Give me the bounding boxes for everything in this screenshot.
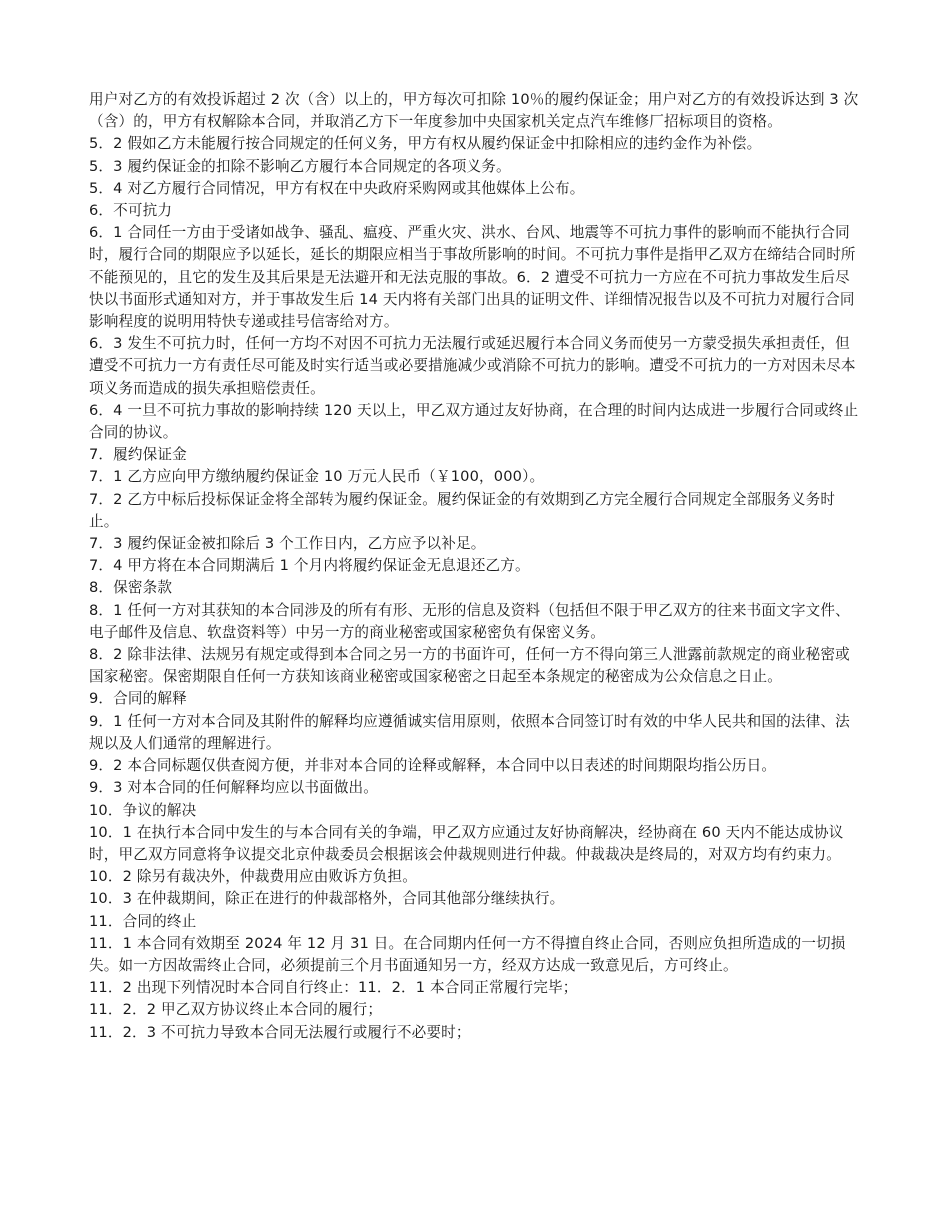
paragraph-10-2: 10．2 除另有裁决外，仲裁费用应由败诉方负担。 (89, 868, 417, 886)
paragraph-11-1: 11．1 本合同有效期至 2024 年 12 月 31 日。在合同期内任何一方不得擅自终止合同，否则应负担所造成的一切损失。如一方因故需终止合同，必须提前三个月书面通知另一方，经双方达成一致意见后，方可终止。 (89, 934, 846, 974)
paragraph-7-1: 7．1 乙方应向甲方缴纳履约保证金 10 万元人民币（￥100，000）。 (89, 468, 545, 486)
paragraph-10-1: 10．1 在执行本合同中发生的与本合同有关的争端，甲乙双方应通过友好协商解决，经协商在 60 天内不能达成协议时，甲乙双方同意将争议提交北京仲裁委员会根据该会仲裁规则进行仲裁。仲裁裁决是终局的，对双方均有约束力。 (89, 823, 844, 863)
paragraph-5-2: 5．2 假如乙方未能履行按合同规定的任何义务，甲方有权从履约保证金中扣除相应的违约金作为补偿。 (89, 135, 762, 153)
section-heading-10: 10．争议的解决 (89, 801, 197, 819)
paragraph-7-4: 7．4 甲方将在本合同期满后 1 个月内将履约保证金无息退还乙方。 (89, 557, 530, 575)
section-heading-11: 11．合同的终止 (89, 912, 197, 930)
section-heading-9: 9．合同的解释 (89, 690, 187, 708)
paragraph-complaint-clause: 用户对乙方的有效投诉超过 2 次（含）以上的，甲方每次可扣除 10％的履约保证金；用户对乙方的有效投诉达到 3 次（含）的，甲方有权解除本合同，并取消乙方下一年度参加中央国家机关定点汽车维修厂招标项目的资格。 (89, 91, 859, 131)
paragraph-8-1: 8．1 任何一方对其获知的本合同涉及的所有有形、无形的信息及资料（包括但不限于甲乙双方的往来书面文字文件、电子邮件及信息、软盘资料等）中另一方的商业秘密或国家秘密负有保密义务。 (89, 601, 850, 641)
section-heading-7: 7．履约保证金 (89, 446, 187, 464)
paragraph-8-2: 8．2 除非法律、法规另有规定或得到本合同之另一方的书面许可，任何一方不得向第三人泄露前款规定的商业秘密或国家秘密。保密期限自任何一方获知该商业秘密或国家秘密之日起至本条规定的秘密成为公众信息之日止。 (89, 646, 850, 686)
paragraph-9-2: 9．2 本合同标题仅供查阅方便，并非对本合同的诠释或解释，本合同中以日表述的时间期限均指公历日。 (89, 757, 777, 775)
section-heading-8: 8．保密条款 (89, 579, 173, 597)
paragraph-5-4: 5．4 对乙方履行合同情况，甲方有权在中央政府采购网或其他媒体上公布。 (89, 179, 585, 197)
paragraph-7-2: 7．2 乙方中标后投标保证金将全部转为履约保证金。履约保证金的有效期到乙方完全履行合同规定全部服务义务时止。 (89, 490, 836, 530)
paragraph-7-3: 7．3 履约保证金被扣除后 3 个工作日内，乙方应予以补足。 (89, 535, 486, 553)
paragraph-6-1: 6．1 合同任一方由于受诸如战争、骚乱、瘟疫、严重火灾、洪水、台风、地震等不可抗力事件的影响而不能执行合同时，履行合同的期限应予以延长，延长的期限应相当于事故所影响的时间。不可抗力事件是指甲乙双方在缔结合同时所不能预见的，且它的发生及其后果是无法避开和无法克服的事故。6．2 遭受不可抗力一方应在不可抗力事故发生后尽快以书面形式通知对方，并于事故发生后 14 天内将有关部门出具的证明文件、详细情况报告以及不可抗力对履行合同影响程度的说明用特快专递或挂号信寄给对方。 (89, 224, 856, 331)
paragraph-11-2-3: 11．2．3 不可抗力导致本合同无法履行或履行不必要时； (89, 1023, 471, 1041)
paragraph-9-3: 9．3 对本合同的任何解释均应以书面做出。 (89, 779, 379, 797)
section-heading-6: 6．不可抗力 (89, 202, 173, 220)
paragraph-6-3: 6．3 发生不可抗力时，任何一方均不对因不可抗力无法履行或延迟履行本合同义务而使另一方蒙受损失承担责任，但遭受不可抗力一方有责任尽可能及时实行适当或必要措施减少或消除不可抗力的影响。遭受不可抗力的一方对因未尽本项义务而造成的损失承担赔偿责任。 (89, 335, 856, 397)
paragraph-10-3: 10．3 在仲裁期间，除正在进行的仲裁部格外，合同其他部分继续执行。 (89, 890, 565, 908)
paragraph-11-2: 11．2 出现下列情况时本合同自行终止：11．2．1 本合同正常履行完毕； (89, 979, 578, 997)
paragraph-9-1: 9．1 任何一方对本合同及其附件的解释均应遵循诚实信用原则，依照本合同签订时有效的中华人民共和国的法律、法规以及人们通常的理解进行。 (89, 712, 850, 752)
paragraph-5-3: 5．3 履约保证金的扣除不影响乙方履行本合同规定的各项义务。 (89, 157, 511, 175)
paragraph-6-4: 6．4 一旦不可抗力事故的影响持续 120 天以上，甲乙双方通过友好协商，在合理的时间内达成进一步履行合同或终止合同的协议。 (89, 401, 859, 442)
paragraph-11-2-2: 11．2．2 甲乙双方协议终止本合同的履行； (89, 1001, 383, 1019)
